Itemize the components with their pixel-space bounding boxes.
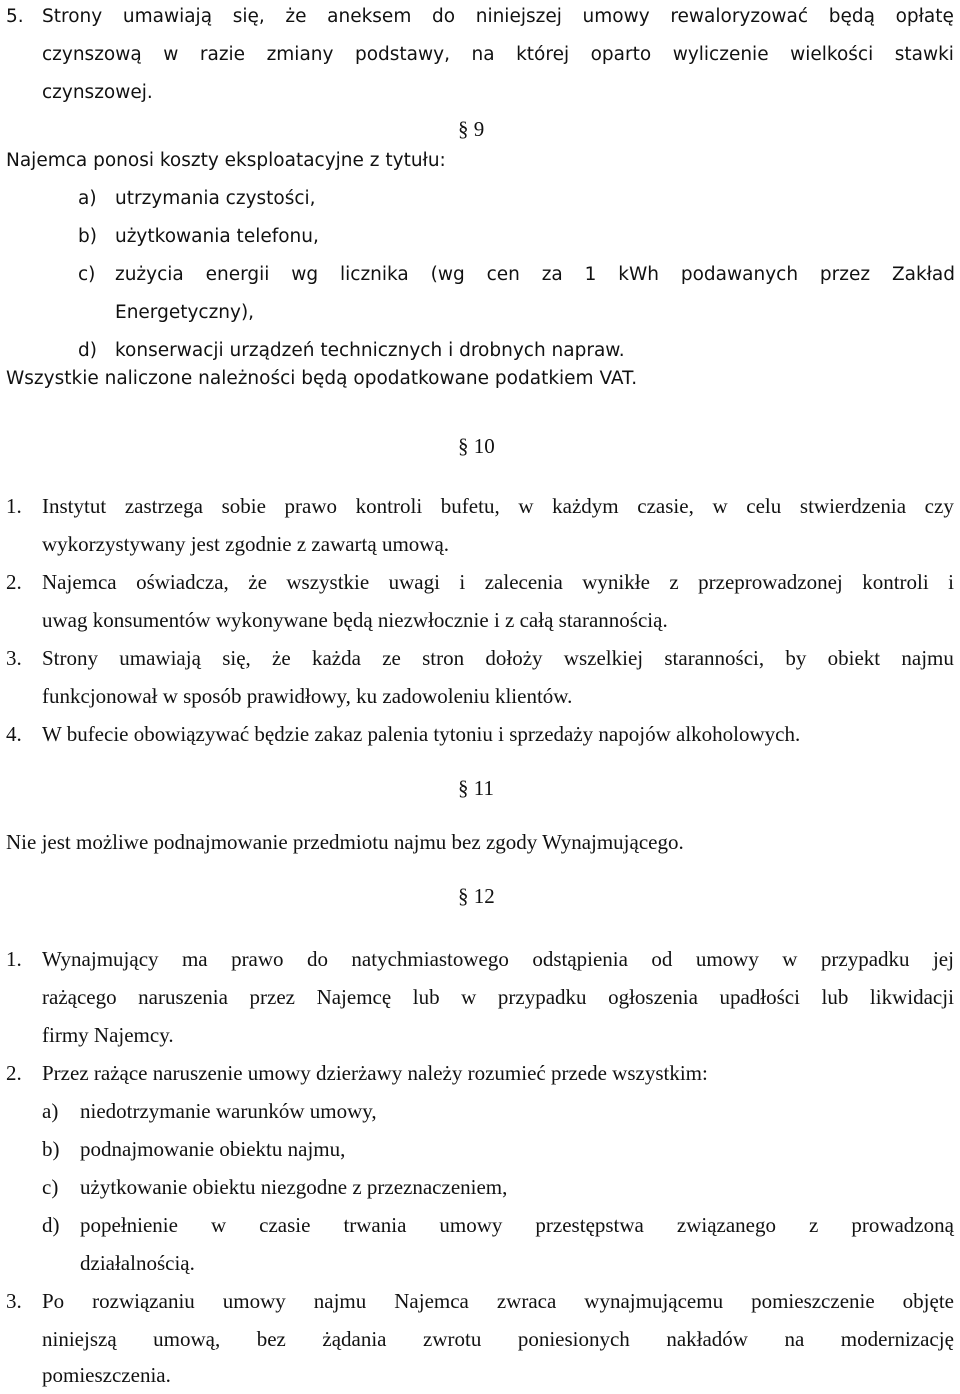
clause-line — [42, 36, 954, 74]
word: że — [272, 646, 291, 670]
word: prawo — [284, 494, 338, 518]
item-text — [115, 256, 955, 294]
word: celu — [746, 494, 782, 518]
item-label: a) — [78, 188, 97, 209]
word: dołoży — [485, 646, 543, 670]
word: Instytut — [42, 494, 107, 518]
word: z — [809, 1213, 819, 1237]
word: od — [651, 947, 673, 971]
word: na — [471, 44, 495, 65]
word: że — [285, 6, 307, 27]
word: stawki — [894, 44, 954, 65]
word: trwania — [343, 1213, 407, 1237]
word: przypadku — [497, 985, 587, 1009]
word: do — [432, 6, 456, 27]
item-text: użytkowania telefonu, — [115, 226, 319, 247]
word: Strony — [42, 6, 103, 27]
word: Najemcę — [316, 985, 392, 1009]
word: bez — [256, 1327, 286, 1351]
word: wynikłe — [582, 570, 650, 594]
word: ogłoszenia — [608, 985, 698, 1009]
word: zmiany — [266, 44, 334, 65]
clause-number: 2. — [6, 1061, 22, 1085]
word: jej — [932, 947, 954, 971]
word: umowy — [695, 947, 759, 971]
item-text: podnajmowanie obiektu najmu, — [80, 1137, 346, 1161]
item-text: użytkowanie obiektu niezgodne z przeznaczeniem, — [80, 1175, 508, 1199]
word: i — [459, 570, 466, 594]
word: wielkości — [790, 44, 874, 65]
word: kontroli — [862, 570, 929, 594]
word: niniejszej — [475, 6, 562, 27]
word: 1 — [584, 264, 597, 285]
item-label: c) — [42, 1175, 59, 1199]
word: prawo — [231, 947, 284, 971]
word: cen — [486, 264, 520, 285]
item-label: a) — [42, 1099, 59, 1123]
item-text: niedotrzymanie warunków umowy, — [80, 1099, 377, 1123]
word: umawiają — [119, 646, 201, 670]
word: sobie — [221, 494, 266, 518]
clause-number: 3. — [6, 1289, 22, 1313]
word: rewaloryzować — [670, 6, 809, 27]
word: związanego — [676, 1213, 776, 1237]
word: której — [516, 44, 570, 65]
clause-number: 5. — [6, 6, 24, 27]
word: oparto — [590, 44, 652, 65]
item-text-cont: działalnością. — [80, 1251, 195, 1275]
word: Najemca — [394, 1289, 469, 1313]
clause-line: W bufecie obowiązywać będzie zakaz palenia tytoniu i sprzedaży napojów alkoholowych. — [42, 722, 801, 746]
word: zastrzega — [124, 494, 203, 518]
word: modernizację — [840, 1327, 954, 1351]
word: stwierdzenia — [799, 494, 907, 518]
word: licznika — [340, 264, 409, 285]
clause-line — [42, 978, 954, 1016]
word: zużycia — [115, 264, 184, 285]
word: każda — [311, 646, 361, 670]
section-intro: Najemca ponosi koszty eksploatacyjne z tytułu: — [6, 150, 446, 171]
word: umowy — [439, 1213, 503, 1237]
word: razie — [199, 44, 246, 65]
word: bufetu, — [440, 494, 500, 518]
word: Najemca — [42, 570, 117, 594]
word: żądania — [322, 1327, 387, 1351]
section-closing: Wszystkie naliczone należności będą opodatkowane podatkiem VAT. — [6, 368, 638, 389]
word: wynajmującemu — [584, 1289, 724, 1313]
word: nakładów — [666, 1327, 748, 1351]
clause-line — [42, 563, 954, 601]
word: umowy — [582, 6, 650, 27]
word: energii — [205, 264, 270, 285]
item-text: konserwacji urządzeń technicznych i drobnych napraw. — [115, 340, 625, 361]
clause-line: czynszowej. — [42, 82, 153, 103]
clause-line — [42, 639, 954, 677]
word: Strony — [42, 646, 99, 670]
clause-number: 4. — [6, 722, 22, 746]
word: wg — [291, 264, 319, 285]
word: pomieszczenie — [751, 1289, 875, 1313]
clause-line — [42, 1320, 954, 1358]
word: lub — [412, 985, 440, 1009]
clause-line: wykorzystywany jest zgodnie z zawartą umową. — [42, 532, 450, 556]
item-text — [80, 1206, 954, 1244]
section-heading: § 9 — [458, 117, 485, 141]
clause-number: 1. — [6, 947, 22, 971]
word: kontroli — [355, 494, 423, 518]
word: Wynajmujący — [42, 947, 159, 971]
word: każdym — [552, 494, 619, 518]
item-label: d) — [78, 340, 97, 361]
word: przeprowadzonej — [698, 570, 843, 594]
word: podawanych — [680, 264, 799, 285]
word: przypadku — [820, 947, 910, 971]
word: przez — [819, 264, 871, 285]
word: odstąpienia — [532, 947, 628, 971]
clause-line: pomieszczenia. — [42, 1363, 171, 1387]
clause-line — [42, 487, 954, 525]
clause-line: funkcjonował w sposób prawidłowy, ku zadowoleniu klientów. — [42, 684, 573, 708]
word: na — [784, 1327, 805, 1351]
clause-line — [42, 1282, 954, 1320]
word: ma — [181, 947, 208, 971]
word: w — [210, 1213, 227, 1237]
word: najmu — [313, 1289, 367, 1313]
word: w — [518, 494, 534, 518]
word: czasie — [259, 1213, 311, 1237]
word: za — [541, 264, 563, 285]
clause-line — [42, 0, 954, 36]
word: objęte — [902, 1289, 954, 1313]
word: upadłości — [719, 985, 800, 1009]
word: Zakład — [891, 264, 955, 285]
word: likwidacji — [869, 985, 954, 1009]
item-label: c) — [78, 264, 96, 285]
clause-line — [42, 940, 954, 978]
item-label: d) — [42, 1213, 60, 1237]
clause-number: 3. — [6, 646, 22, 670]
word: Po — [42, 1289, 65, 1313]
word: staranności, — [664, 646, 765, 670]
word: prowadzoną — [851, 1213, 954, 1237]
word: (wg — [430, 264, 465, 285]
word: lub — [821, 985, 849, 1009]
clause-line: Przez rażące naruszenie umowy dzierżawy należy rozumieć przede wszystkim: — [42, 1061, 708, 1085]
word: podstawy, — [354, 44, 450, 65]
word: z — [669, 570, 679, 594]
word: oświadcza, — [136, 570, 229, 594]
word: wszelkiej — [563, 646, 644, 670]
word: natychmiastowego — [351, 947, 509, 971]
word: niniejszą — [42, 1327, 117, 1351]
word: kWh — [618, 264, 660, 285]
clause-number: 1. — [6, 494, 22, 518]
word: aneksem — [327, 6, 412, 27]
word: stron — [422, 646, 465, 670]
word: uwagi — [388, 570, 440, 594]
word: wyliczenie — [672, 44, 769, 65]
section-text: Nie jest możliwe podnajmowanie przedmiotu najmu bez zgody Wynajmującego. — [6, 830, 684, 854]
word: by — [785, 646, 807, 670]
word: umowy — [222, 1289, 286, 1313]
word: zalecenia — [484, 570, 563, 594]
word: zwraca — [496, 1289, 557, 1313]
word: obiekt — [827, 646, 881, 670]
word: umawiają — [122, 6, 213, 27]
word: opłatę — [895, 6, 954, 27]
word: wszystkie — [286, 570, 370, 594]
word: popełnienie — [80, 1213, 178, 1237]
section-heading: § 10 — [458, 434, 495, 458]
item-label: b) — [42, 1137, 60, 1161]
word: w — [712, 494, 728, 518]
word: się, — [222, 646, 251, 670]
word: w — [782, 947, 798, 971]
word: rozwiązaniu — [92, 1289, 195, 1313]
item-label: b) — [78, 226, 97, 247]
word: zwrotu — [423, 1327, 482, 1351]
word: czy — [924, 494, 954, 518]
word: w — [461, 985, 477, 1009]
word: będą — [828, 6, 875, 27]
word: przez — [249, 985, 295, 1009]
word: że — [248, 570, 267, 594]
item-text-cont: Energetyczny), — [115, 302, 255, 323]
section-heading: § 12 — [458, 884, 495, 908]
clause-line: uwag konsumentów wykonywane będą niezwłocznie i z całą starannością. — [42, 608, 668, 632]
item-text: utrzymania czystości, — [115, 188, 316, 209]
word: czynszową — [42, 44, 142, 65]
word: poniesionych — [517, 1327, 630, 1351]
section-heading: § 11 — [458, 776, 494, 800]
word: rażącego — [42, 985, 117, 1009]
word: się, — [232, 6, 265, 27]
word: naruszenia — [138, 985, 228, 1009]
word: umową, — [153, 1327, 221, 1351]
clause-number: 2. — [6, 570, 22, 594]
word: przestępstwa — [535, 1213, 644, 1237]
clause-line: firmy Najemcy. — [42, 1023, 174, 1047]
word: najmu — [901, 646, 954, 670]
word: ze — [382, 646, 401, 670]
word: w — [163, 44, 179, 65]
word: do — [306, 947, 328, 971]
word: i — [948, 570, 954, 594]
word: czasie, — [637, 494, 694, 518]
